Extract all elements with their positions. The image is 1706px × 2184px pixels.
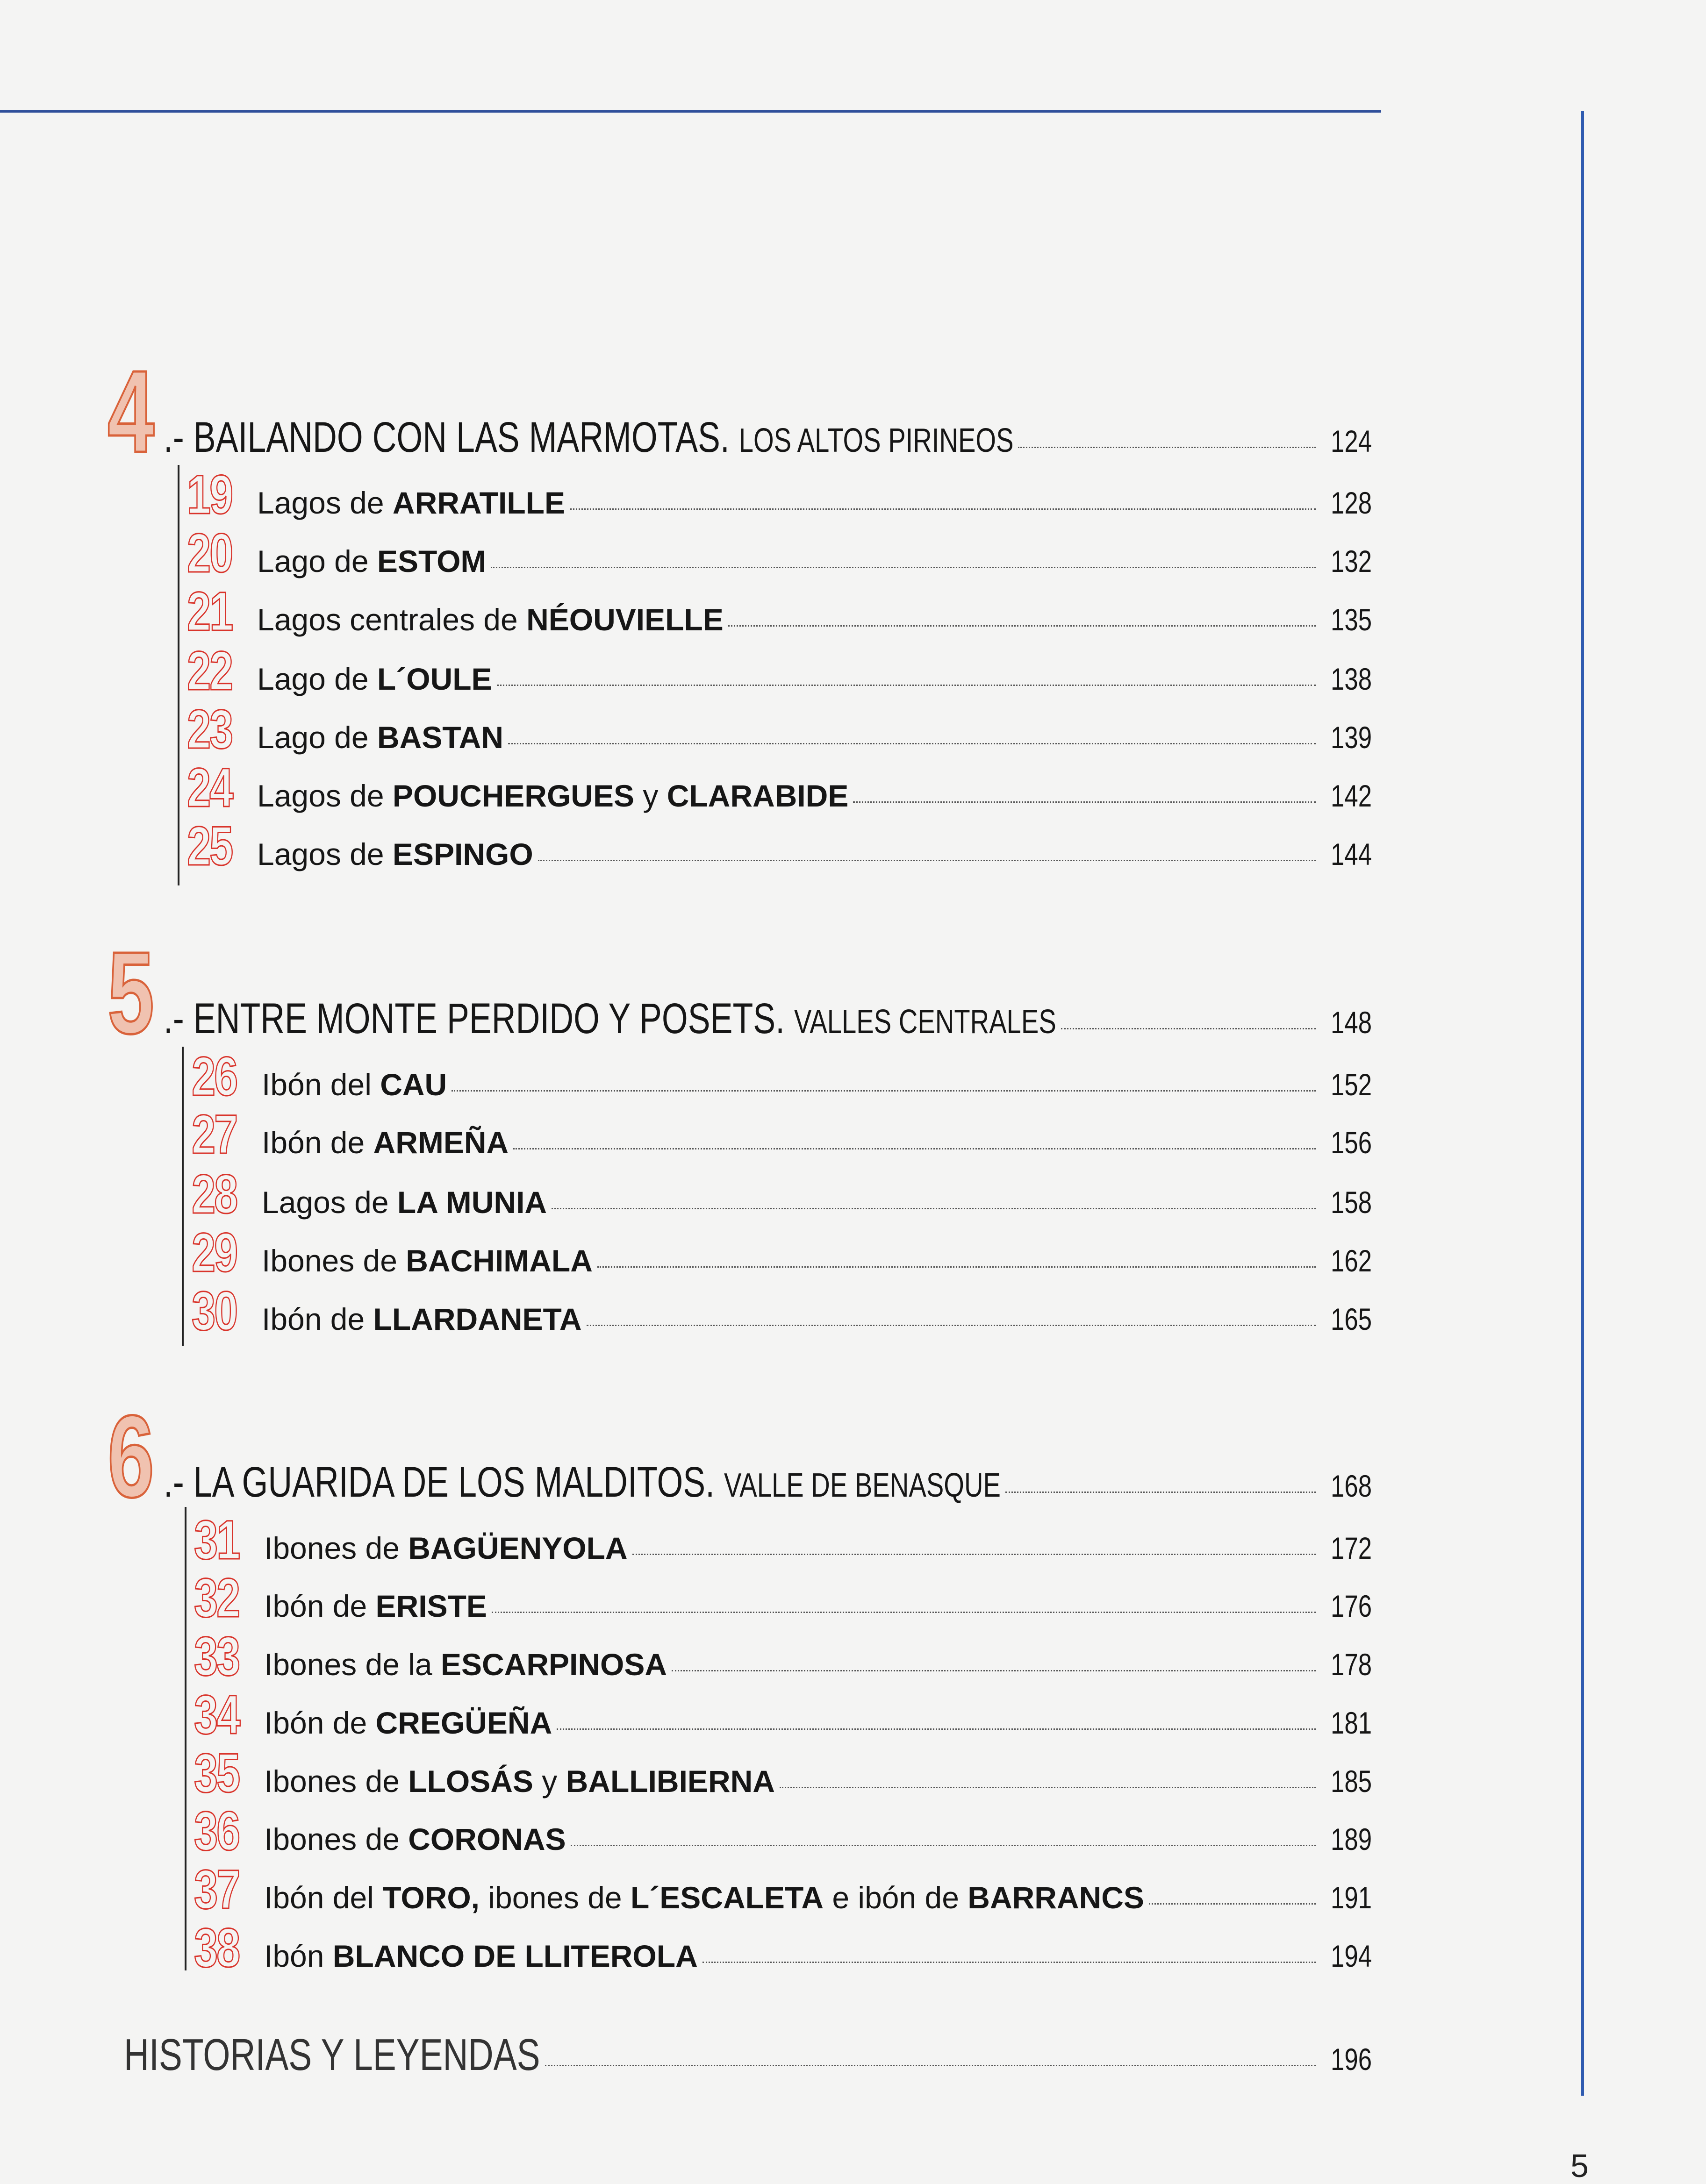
dot-leader <box>571 1845 1316 1846</box>
page-number: 156 <box>1330 1125 1372 1160</box>
toc-entry[interactable] <box>194 1859 1372 1920</box>
entry-number: 32 <box>194 1567 239 1629</box>
entry-title-text: Lago de <box>257 544 377 578</box>
entry-number: 25 <box>187 815 232 877</box>
section-title-main: .- BAILANDO CON LAS MARMOTAS. <box>164 414 730 461</box>
entry-title-bold: CLARABIDE <box>667 778 849 813</box>
section-header[interactable] <box>108 928 1372 1058</box>
right-rule <box>1581 111 1584 2096</box>
page-number: 181 <box>1330 1706 1372 1740</box>
entry-number: 27 <box>192 1104 237 1165</box>
entry-title-bold: POUCHERGUES <box>392 778 634 813</box>
page-number: 196 <box>1330 2042 1372 2077</box>
page-number: 189 <box>1330 1822 1372 1856</box>
entry-title-bold: L´OULE <box>377 662 492 696</box>
entry-title-text: Ibón del <box>262 1067 380 1102</box>
dot-leader <box>1005 1492 1316 1493</box>
entry-number: 38 <box>194 1917 239 1979</box>
entry-title-bold: CREGÜEÑA <box>375 1706 552 1740</box>
page-number: 132 <box>1330 544 1372 578</box>
section-title <box>164 416 1014 459</box>
entry-title <box>264 1766 775 1797</box>
dot-leader <box>570 508 1316 510</box>
entry-title <box>264 1824 566 1855</box>
page-number: 135 <box>1330 602 1372 637</box>
page-number: 124 <box>1330 424 1372 458</box>
entry-title-bold: BAGÜENYOLA <box>408 1531 628 1565</box>
toc-entry[interactable] <box>192 1163 1372 1225</box>
entry-number: 34 <box>194 1684 239 1746</box>
entry-title-bold: BLANCO DE LLITEROLA <box>332 1939 698 1973</box>
entry-title-bold: LA MUNIA <box>397 1185 547 1220</box>
dot-leader <box>632 1554 1316 1555</box>
dot-leader <box>597 1266 1316 1268</box>
closing-title: HISTORIAS Y LEYENDAS <box>124 2030 540 2080</box>
dot-leader <box>557 1728 1316 1730</box>
entry-title <box>264 1649 667 1680</box>
entry-title-text: Ibones de <box>264 1531 409 1565</box>
entry-title-bold: ARRATILLE <box>392 485 565 520</box>
page-number: 194 <box>1330 1939 1372 1973</box>
toc-entry[interactable] <box>194 1742 1372 1804</box>
entry-title <box>257 780 848 811</box>
entry-title-text: Lago de <box>257 662 377 696</box>
dot-leader <box>1149 1903 1316 1905</box>
entry-title-bold: ERISTE <box>375 1589 487 1623</box>
entry-title-text: Ibones de <box>264 1764 409 1799</box>
page-number: 176 <box>1330 1589 1372 1623</box>
entry-number: 22 <box>187 640 232 702</box>
entry-title-bold: BALLIBIERNA <box>566 1764 775 1799</box>
entry-number: 24 <box>187 757 232 819</box>
entry-title <box>262 1187 547 1218</box>
entry-title-bold: ESPINGO <box>392 837 533 871</box>
entry-title <box>262 1245 593 1276</box>
page-number: 168 <box>1330 1469 1372 1503</box>
section-header[interactable] <box>108 1391 1372 1521</box>
page-number: 139 <box>1330 720 1372 755</box>
entry-title <box>264 1707 552 1738</box>
toc-entry[interactable] <box>192 1046 1372 1107</box>
toc-entry[interactable] <box>194 1509 1372 1571</box>
entry-title <box>262 1127 509 1158</box>
toc-entry[interactable] <box>194 1626 1372 1687</box>
entry-number: 37 <box>194 1859 239 1920</box>
dot-leader <box>538 860 1316 861</box>
entry-title-text: Lagos de <box>262 1185 397 1220</box>
entry-title <box>257 664 492 694</box>
entry-title-bold: ESTOM <box>377 544 487 578</box>
page-number: 138 <box>1330 662 1372 696</box>
entry-title-text: Lagos centrales de <box>257 602 527 637</box>
entry-title <box>257 839 533 870</box>
closing-entry[interactable] <box>124 2030 1372 2080</box>
dot-leader <box>513 1148 1316 1149</box>
toc-entry[interactable] <box>192 1222 1372 1284</box>
entry-title <box>262 1304 582 1335</box>
page-number: 152 <box>1330 1067 1372 1102</box>
page-number: 144 <box>1330 837 1372 871</box>
section-title <box>164 1458 1001 1506</box>
dot-leader <box>508 743 1316 744</box>
dot-leader <box>452 1090 1316 1092</box>
toc-entry[interactable] <box>192 1104 1372 1165</box>
entry-title-text: Lagos de <box>257 837 393 871</box>
toc-entry[interactable] <box>187 757 1372 819</box>
entry-number: 35 <box>194 1742 239 1804</box>
section-4-bar <box>178 465 179 885</box>
entry-number: 21 <box>187 581 232 642</box>
entry-title <box>257 722 503 753</box>
dot-leader <box>587 1325 1316 1326</box>
dot-leader <box>497 685 1316 686</box>
dot-leader <box>491 567 1315 568</box>
entry-title-text: y <box>533 1764 566 1799</box>
entry-number: 28 <box>192 1163 237 1225</box>
entry-number: 31 <box>194 1509 239 1571</box>
entry-title-text: Ibón del <box>264 1880 383 1915</box>
entry-title-bold: ESCARPINOSA <box>440 1647 667 1682</box>
dot-leader <box>552 1208 1316 1209</box>
entry-number: 19 <box>187 464 232 526</box>
page-number: 128 <box>1330 485 1372 520</box>
entry-title-bold: TORO, <box>382 1880 480 1915</box>
page-number: 191 <box>1330 1880 1372 1915</box>
entry-title-bold: CAU <box>380 1067 447 1102</box>
dot-leader <box>672 1670 1316 1671</box>
toc-entry[interactable] <box>187 815 1372 877</box>
toc-entry[interactable] <box>187 581 1372 642</box>
entry-title-bold: BACHIMALA <box>406 1243 593 1278</box>
entry-title-bold: LLOSÁS <box>408 1764 533 1799</box>
entry-title-text: Lago de <box>257 720 377 755</box>
entry-title-text: Lagos de <box>257 485 393 520</box>
section-title-main: .- ENTRE MONTE PERDIDO Y POSETS. <box>164 995 785 1042</box>
entry-number: 33 <box>194 1626 239 1687</box>
entry-number: 29 <box>192 1222 237 1284</box>
page-number: 178 <box>1330 1647 1372 1682</box>
section-title-main: .- LA GUARIDA DE LOS MALDITOS. <box>164 1458 715 1506</box>
section-6-bar <box>185 1507 186 1970</box>
dot-leader <box>780 1787 1316 1788</box>
entry-number: 20 <box>187 522 232 584</box>
page-number: 162 <box>1330 1243 1372 1278</box>
top-rule <box>0 110 1381 113</box>
entry-title-text: Ibones de <box>262 1243 406 1278</box>
section-subtitle: VALLE DE BENASQUE <box>724 1467 1001 1504</box>
toc-entry[interactable] <box>194 1800 1372 1862</box>
section-subtitle: LOS ALTOS PIRINEOS <box>738 422 1014 459</box>
entry-title-text: Ibón de <box>264 1706 376 1740</box>
entry-title-text: Lagos de <box>257 778 393 813</box>
entry-title-text: Ibones de la <box>264 1647 441 1682</box>
entry-number: 23 <box>187 699 232 760</box>
entry-title-text: Ibón de <box>262 1302 373 1336</box>
dot-leader <box>702 1962 1316 1963</box>
toc-entry[interactable] <box>187 640 1372 702</box>
entry-title-text: Ibón de <box>262 1125 373 1160</box>
section-number: 5 <box>108 928 155 1058</box>
toc-entry[interactable] <box>194 1684 1372 1746</box>
section-number: 4 <box>108 346 155 477</box>
entry-number: 26 <box>192 1046 237 1107</box>
entry-title <box>264 1941 698 1971</box>
folio: 5 <box>1570 2148 1589 2184</box>
entry-title-bold: CORONAS <box>408 1822 566 1856</box>
entry-title-bold: LLARDANETA <box>373 1302 582 1336</box>
entry-number: 36 <box>194 1800 239 1862</box>
entry-title-bold: BARRANCS <box>968 1880 1144 1915</box>
toc-entry[interactable] <box>194 1917 1372 1979</box>
entry-title-text: ibones de <box>480 1880 631 1915</box>
entry-title <box>264 1533 628 1563</box>
page-number: 142 <box>1330 778 1372 813</box>
dot-leader <box>728 625 1316 627</box>
entry-title <box>264 1882 1144 1913</box>
toc-entry[interactable] <box>187 699 1372 760</box>
dot-leader <box>492 1612 1316 1613</box>
entry-title <box>257 604 724 635</box>
entry-title-bold: BASTAN <box>377 720 504 755</box>
toc-entry[interactable] <box>194 1567 1372 1629</box>
dot-leader <box>545 2065 1316 2066</box>
page-number: 148 <box>1330 1005 1372 1040</box>
section-header[interactable] <box>108 346 1372 477</box>
entry-title-text: Ibón de <box>264 1589 376 1623</box>
entry-title-text: y <box>634 778 667 813</box>
toc-entry[interactable] <box>187 522 1372 584</box>
section-subtitle: VALLES CENTRALES <box>794 1003 1056 1041</box>
page-number: 158 <box>1330 1185 1372 1220</box>
entry-title <box>257 546 486 577</box>
entry-title <box>257 487 565 518</box>
entry-title-text: e ibón de <box>824 1880 968 1915</box>
entry-title <box>262 1069 447 1100</box>
toc-entry[interactable] <box>187 464 1372 526</box>
entry-title-text: Ibones de <box>264 1822 409 1856</box>
section-title <box>164 997 1056 1040</box>
entry-number: 30 <box>192 1280 237 1342</box>
page-number: 165 <box>1330 1302 1372 1336</box>
toc-entry[interactable] <box>192 1280 1372 1342</box>
entry-title <box>264 1591 487 1621</box>
page-number: 172 <box>1330 1531 1372 1565</box>
entry-title-bold: L´ESCALETA <box>630 1880 824 1915</box>
section-5-bar <box>182 1047 184 1346</box>
entry-title-bold: ARMEÑA <box>373 1125 509 1160</box>
entry-title-text: Ibón <box>264 1939 333 1973</box>
page-number: 185 <box>1330 1764 1372 1799</box>
dot-leader <box>853 801 1316 803</box>
dot-leader <box>1018 447 1315 448</box>
section-number: 6 <box>108 1391 155 1521</box>
entry-title-bold: NÉOUVIELLE <box>526 602 724 637</box>
dot-leader <box>1061 1028 1316 1029</box>
